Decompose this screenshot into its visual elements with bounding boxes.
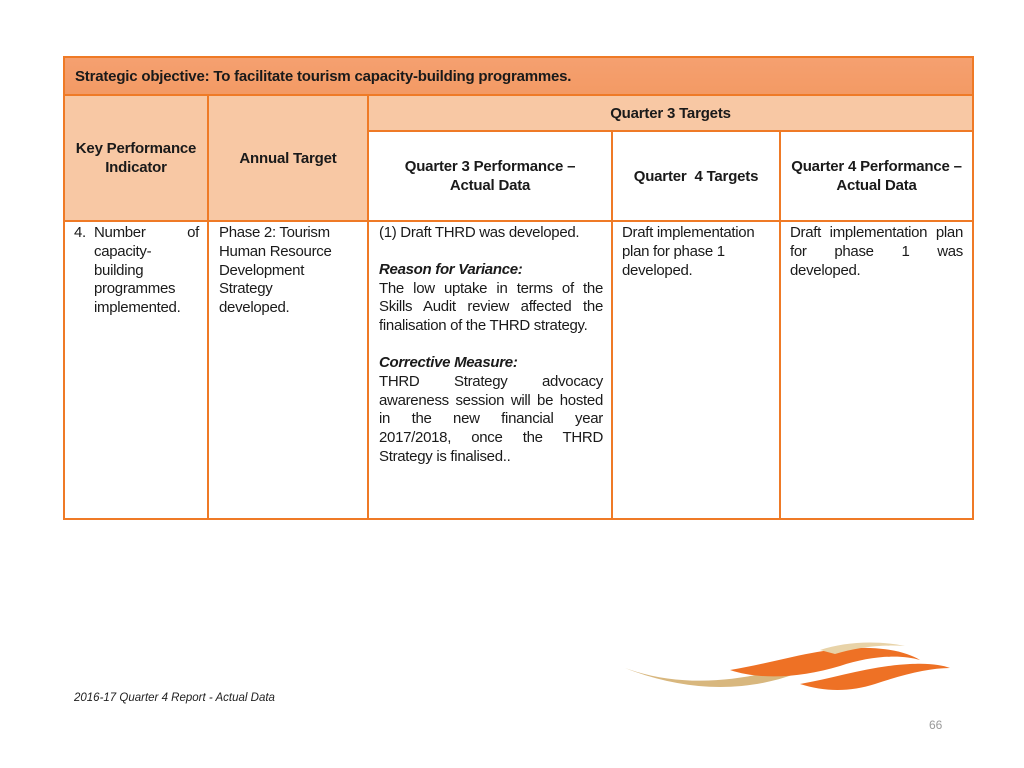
q4-performance-header-text: Quarter 4 Performance – Actual Data	[791, 158, 962, 194]
q4-actual-text: Draft implementation plan for phase 1 was developed.	[790, 224, 963, 279]
corrective-text: THRD Strategy advocacy awareness session will be hosted in the new financial year 2017/2018, once the THRD Strategy is finalised..	[379, 372, 603, 465]
q3-actual-text: (1) Draft THRD was developed.	[379, 224, 580, 241]
footer-caption: 2016-17 Quarter 4 Report - Actual Data	[74, 692, 275, 704]
q3-performance-header-text: Quarter 3 Performance – Actual Data	[404, 158, 576, 194]
q4-actual-cell	[780, 221, 973, 519]
kpi-header: Key Performance Indicator	[64, 95, 208, 221]
kpi-table	[63, 56, 974, 520]
variance-label: Reason for Variance:	[379, 260, 523, 278]
kpi-number: 4.	[74, 224, 86, 241]
strategic-objective: Strategic objective: To facilitate tourism capacity-building programmes.	[64, 57, 973, 95]
q3-actual-cell	[368, 221, 612, 519]
variance-text: The low uptake in terms of the Skills Audit review affected the finalisation of the THRD strategy.	[379, 279, 603, 335]
q4-targets-header: Quarter 4 Targets	[612, 131, 780, 221]
kpi-cell	[64, 221, 208, 519]
annual-target-header: Annual Target	[208, 95, 368, 221]
kpi-text: Number of capacity-building programmes implemented.	[94, 224, 199, 317]
page-number: 66	[929, 718, 943, 732]
quarter3-targets-header: Quarter 3 Targets	[368, 95, 973, 131]
q4-target-text: Draft implementation plan for phase 1 developed.	[622, 224, 755, 279]
q3-performance-header	[368, 131, 612, 221]
annual-target-cell	[208, 221, 368, 519]
swoosh-logo-icon	[620, 640, 960, 700]
corrective-label: Corrective Measure:	[379, 353, 518, 371]
annual-target-text: Phase 2: Tourism Human Resource Development Strategy developed.	[219, 224, 332, 317]
q4-target-cell	[612, 221, 780, 519]
q4-performance-header	[780, 131, 973, 221]
